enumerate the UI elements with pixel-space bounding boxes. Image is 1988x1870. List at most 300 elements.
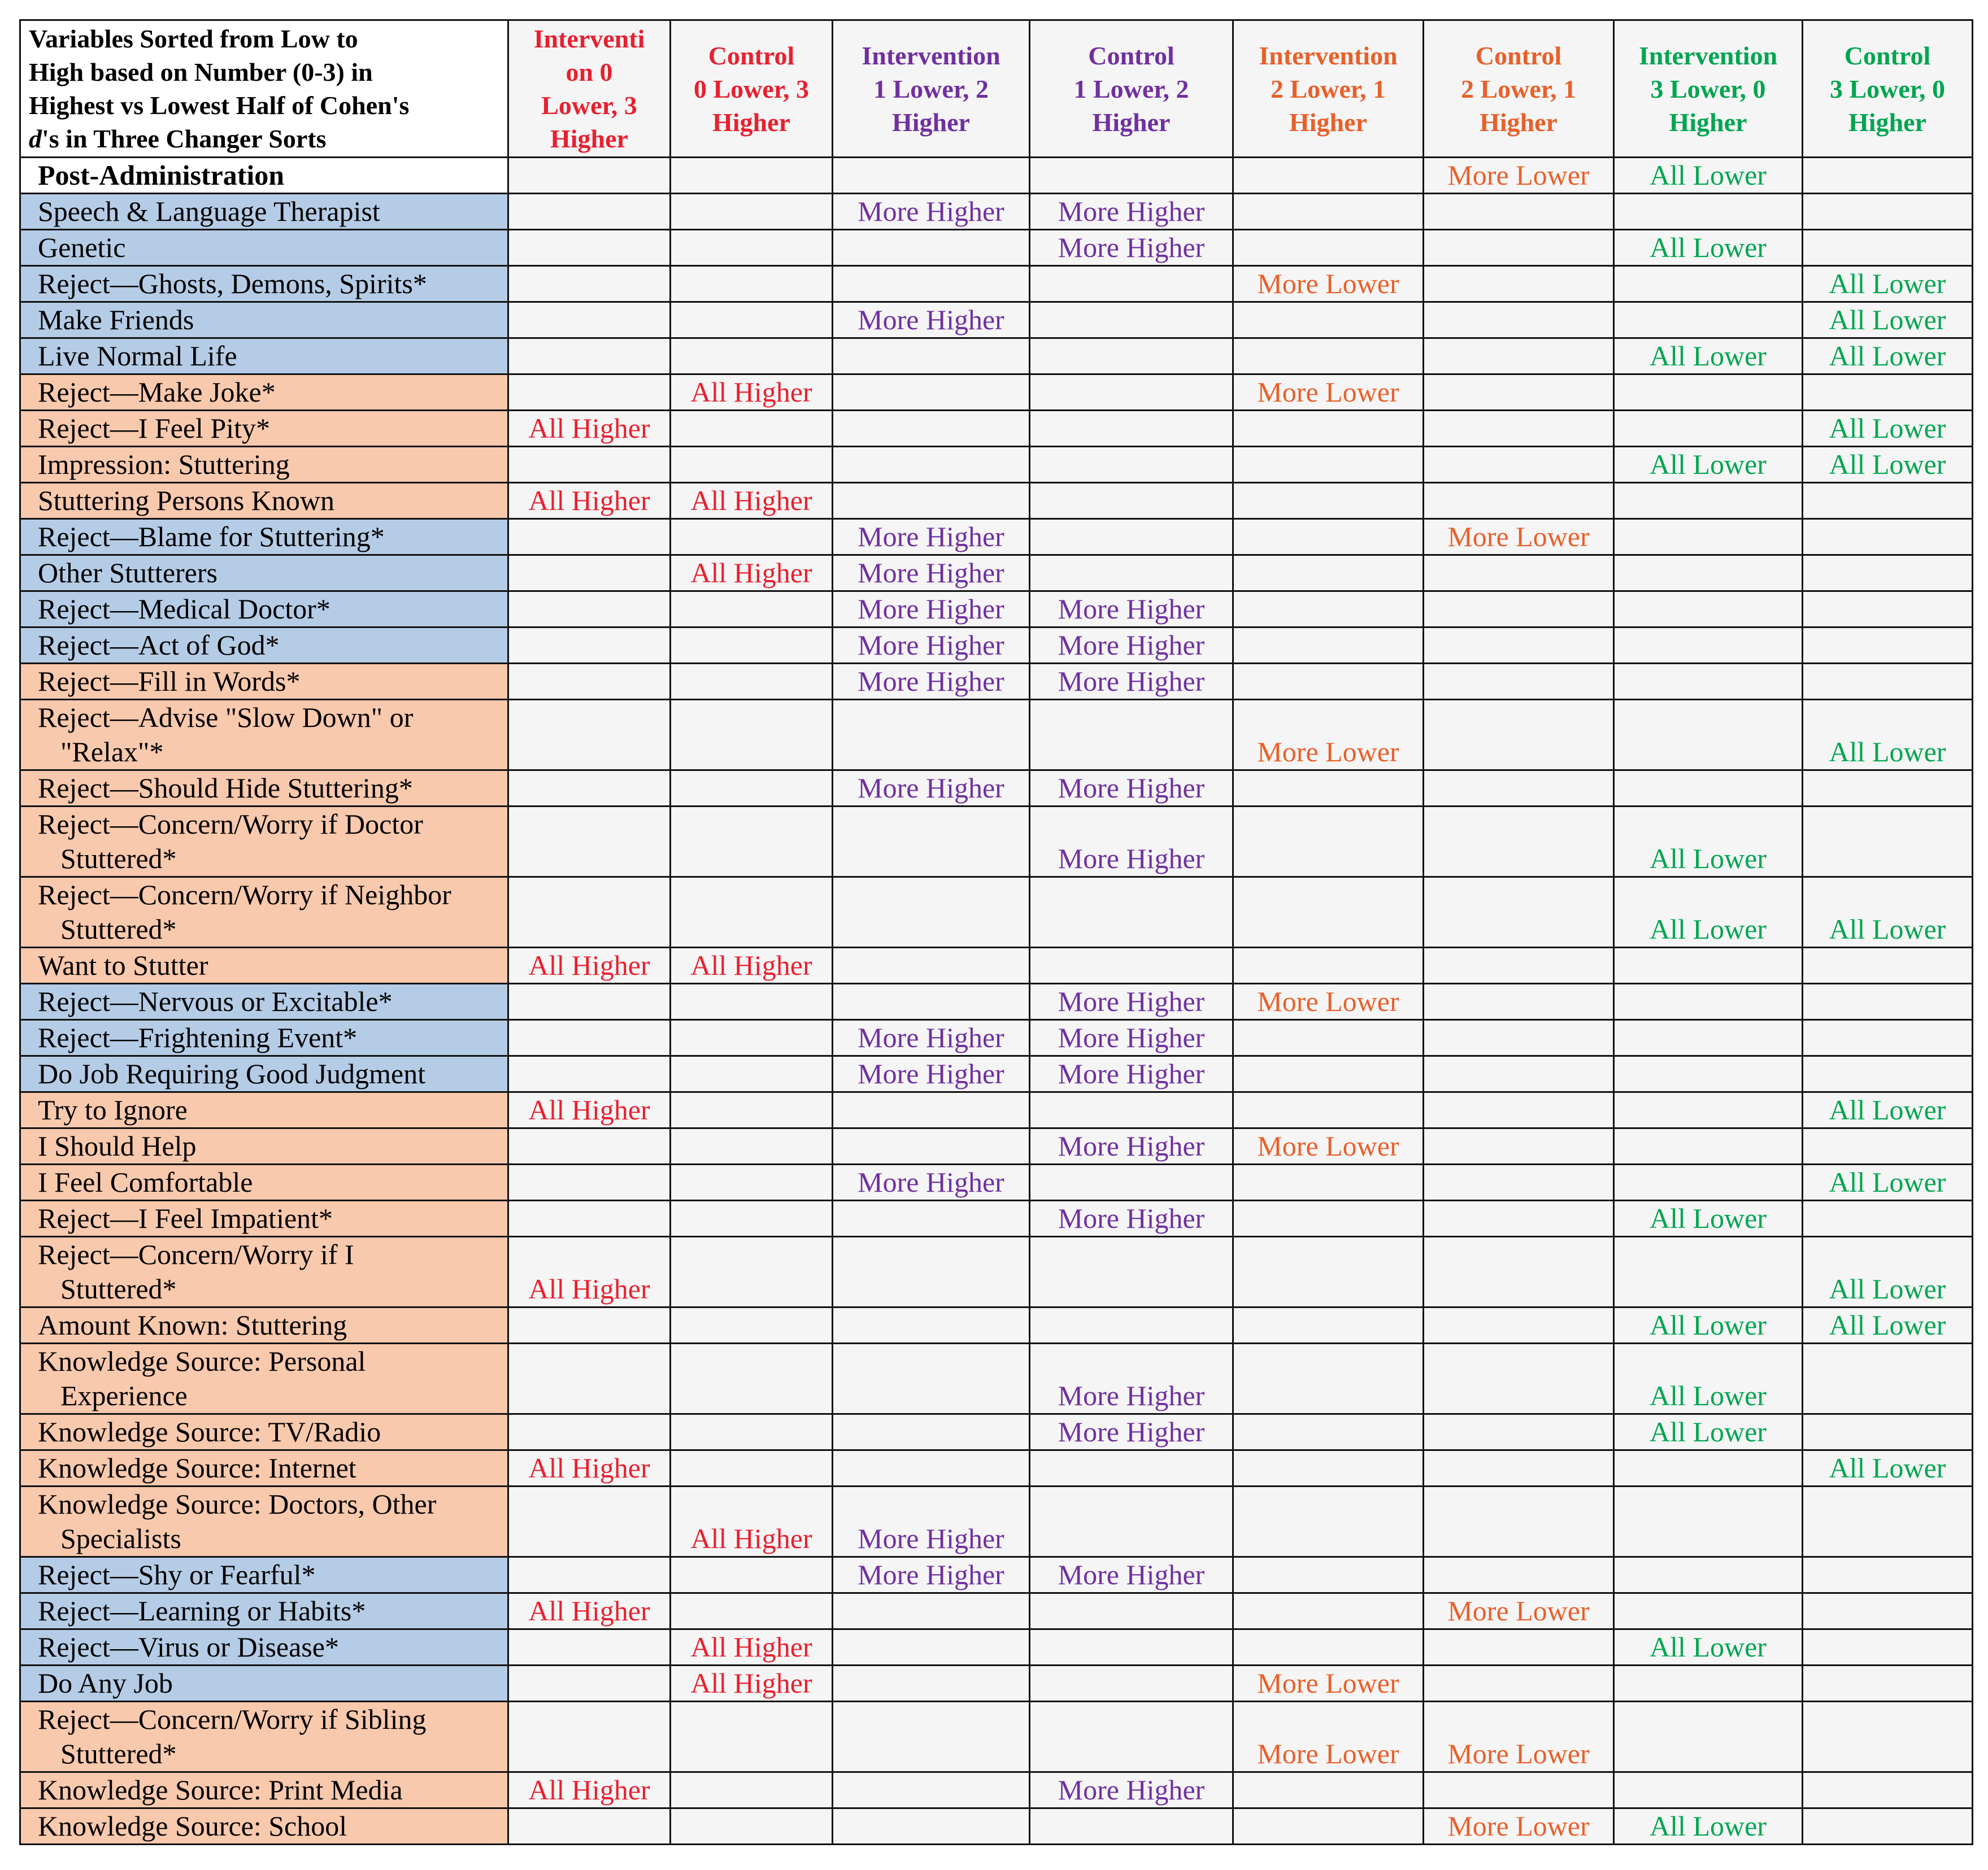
result-cell: [833, 1702, 1030, 1772]
result-cell: [1424, 194, 1614, 230]
variable-label: [20, 447, 508, 483]
result-cell: [1614, 519, 1803, 555]
result-cell: [1030, 338, 1233, 374]
result-cell: [1424, 1128, 1614, 1165]
result-cell: [1233, 807, 1424, 877]
result-cell: [671, 230, 833, 266]
result-cell: [508, 158, 671, 194]
column-header-line: Intervention: [1638, 41, 1778, 70]
variable-label: [20, 591, 508, 627]
table-row: [20, 1056, 1973, 1092]
result-cell: [833, 1307, 1030, 1344]
table-row: [20, 338, 1973, 374]
table-row: [20, 1593, 1973, 1629]
result-cell: [508, 627, 671, 664]
variable-label-line: Specialists: [60, 1523, 181, 1554]
result-cell: [833, 338, 1030, 374]
table-row: [20, 447, 1973, 483]
result-cell: All Higher: [671, 948, 833, 984]
result-cell: [1614, 770, 1803, 807]
result-cell: [1803, 1808, 1973, 1845]
result-cell: [1614, 1487, 1803, 1557]
table-row: [20, 1201, 1973, 1237]
header-line: [29, 122, 499, 155]
result-cell: [1614, 664, 1803, 700]
variable-label-line: Reject—Concern/Worry if I: [38, 1239, 354, 1270]
result-cell: All Lower: [1614, 877, 1803, 948]
result-cell: [1614, 1702, 1803, 1772]
result-cell: [1233, 877, 1424, 948]
result-cell: [671, 1344, 833, 1414]
table-row: [20, 1487, 1973, 1557]
result-cell: [833, 1237, 1030, 1307]
result-cell: [1614, 627, 1803, 664]
table-row: [20, 1128, 1973, 1165]
result-cell: More Higher: [1030, 1557, 1233, 1593]
result-cell: All Lower: [1803, 266, 1973, 302]
result-cell: [1614, 591, 1803, 627]
result-cell: [1424, 770, 1614, 807]
result-cell: All Lower: [1614, 1629, 1803, 1666]
variable-label-line: Do Any Job: [38, 1667, 173, 1699]
variable-label-line: Knowledge Source: TV/Radio: [38, 1416, 381, 1448]
result-cell: More Higher: [1030, 230, 1233, 266]
column-header-line: Higher: [712, 107, 790, 137]
table-row: [20, 194, 1973, 230]
variable-label: [20, 984, 508, 1020]
variable-label: [20, 266, 508, 302]
result-cell: [833, 1414, 1030, 1450]
variable-label: [20, 411, 508, 447]
column-header-line: Higher: [550, 124, 628, 153]
table-row: [20, 807, 1973, 877]
result-cell: [1803, 519, 1973, 555]
result-cell: [508, 374, 671, 411]
result-cell: All Higher: [508, 1450, 671, 1487]
table-row: [20, 1414, 1973, 1450]
table-row: [20, 1702, 1973, 1772]
result-cell: [1614, 1056, 1803, 1092]
result-cell: [1030, 1165, 1233, 1201]
result-cell: [671, 1414, 833, 1450]
variable-label: [20, 230, 508, 266]
result-cell: More Lower: [1424, 1808, 1614, 1845]
result-cell: [1424, 1201, 1614, 1237]
result-cell: [1030, 1593, 1233, 1629]
variable-label: [20, 1593, 508, 1629]
result-cell: [1614, 1128, 1803, 1165]
variables-column-header: [20, 20, 508, 158]
column-header-line: 1 Lower, 2: [1073, 74, 1189, 103]
table-row: [20, 374, 1973, 411]
result-cell: [1803, 948, 1973, 984]
column-header-line: 3 Lower, 0: [1650, 74, 1766, 103]
variable-label-line: Stuttered*: [60, 1273, 177, 1305]
result-cell: [1614, 1666, 1803, 1702]
variable-label: [20, 1450, 508, 1487]
result-cell: [1030, 1092, 1233, 1128]
variable-label-line: Make Friends: [38, 304, 194, 335]
result-cell: All Higher: [671, 1629, 833, 1666]
variable-label-line: Reject—Learning or Habits*: [38, 1595, 366, 1627]
column-header-line: Higher: [1669, 107, 1747, 137]
variable-label-line: Reject—Nervous or Excitable*: [38, 986, 393, 1017]
column-header-line: 2 Lower, 1: [1270, 74, 1386, 103]
result-cell: [1614, 1237, 1803, 1307]
table-row: [20, 1307, 1973, 1344]
result-cell: [1614, 1450, 1803, 1487]
result-cell: [508, 1344, 671, 1414]
result-cell: [508, 1666, 671, 1702]
table-row: [20, 302, 1973, 338]
variable-label-line: Stuttered*: [60, 913, 177, 945]
result-cell: [671, 1237, 833, 1307]
column-header-line: Higher: [1848, 107, 1926, 137]
variable-label: [20, 1128, 508, 1165]
result-cell: More Higher: [833, 591, 1030, 627]
result-cell: [1030, 877, 1233, 948]
result-cell: [1030, 1450, 1233, 1487]
result-cell: [833, 1450, 1030, 1487]
table-row: [20, 770, 1973, 807]
result-cell: More Lower: [1233, 374, 1424, 411]
result-cell: [1803, 1593, 1973, 1629]
result-cell: [1614, 266, 1803, 302]
result-cell: [1614, 1557, 1803, 1593]
column-header-line: 1 Lower, 2: [873, 74, 989, 103]
result-cell: [1614, 1165, 1803, 1201]
result-cell: [1233, 627, 1424, 664]
result-cell: [1614, 1593, 1803, 1629]
variable-label-line: Knowledge Source: Print Media: [38, 1774, 403, 1806]
result-cell: [1233, 1201, 1424, 1237]
result-cell: [833, 483, 1030, 519]
column-header-line: 2 Lower, 1: [1460, 74, 1576, 103]
result-cell: [671, 519, 833, 555]
result-cell: More Higher: [1030, 1020, 1233, 1056]
column-header-line: Interventi: [533, 24, 645, 53]
table-row: [20, 519, 1973, 555]
table-row: [20, 230, 1973, 266]
variable-label-line: Experience: [60, 1380, 188, 1411]
result-cell: More Lower: [1424, 519, 1614, 555]
table-row: [20, 266, 1973, 302]
result-cell: All Lower: [1614, 1307, 1803, 1344]
variable-label-line: Reject—Virus or Disease*: [38, 1631, 339, 1663]
variable-label-line: I Should Help: [38, 1130, 197, 1162]
variable-label-line: Reject—Blame for Stuttering*: [38, 521, 385, 552]
result-cell: [1614, 555, 1803, 591]
variable-label: [20, 1414, 508, 1450]
result-cell: [1803, 1702, 1973, 1772]
result-cell: All Higher: [671, 555, 833, 591]
result-cell: More Higher: [833, 1165, 1030, 1201]
column-header: [508, 20, 671, 158]
column-header: [1803, 20, 1973, 158]
result-cell: [1030, 411, 1233, 447]
result-cell: [1424, 1557, 1614, 1593]
result-cell: [1424, 984, 1614, 1020]
column-header: [1233, 20, 1424, 158]
result-cell: More Higher: [1030, 1201, 1233, 1237]
result-cell: [833, 374, 1030, 411]
variable-label: [20, 1487, 508, 1557]
result-cell: [671, 1808, 833, 1845]
result-cell: All Higher: [671, 483, 833, 519]
result-cell: [1424, 1092, 1614, 1128]
result-cell: All Lower: [1803, 1237, 1973, 1307]
variable-label-line: Reject—Concern/Worry if Sibling: [38, 1703, 427, 1735]
variable-label-line: Reject—Act of God*: [38, 629, 280, 661]
variable-label: [20, 664, 508, 700]
result-cell: More Higher: [833, 627, 1030, 664]
column-header-line: Lower, 3: [541, 91, 637, 120]
result-cell: [833, 1629, 1030, 1666]
result-cell: [833, 877, 1030, 948]
result-cell: [1803, 627, 1973, 664]
result-cell: [1424, 948, 1614, 984]
result-cell: All Higher: [508, 1593, 671, 1629]
result-cell: [1424, 230, 1614, 266]
header-line: Highest vs Lowest Half of Cohen's: [29, 91, 410, 120]
result-cell: [833, 1666, 1030, 1702]
result-cell: [508, 591, 671, 627]
result-cell: [1803, 770, 1973, 807]
result-cell: [833, 447, 1030, 483]
result-cell: [1803, 1487, 1973, 1557]
column-header-line: Higher: [1480, 107, 1558, 137]
result-cell: [1233, 158, 1424, 194]
result-cell: All Lower: [1614, 1414, 1803, 1450]
column-header: [671, 20, 833, 158]
variable-label-line: Do Job Requiring Good Judgment: [38, 1058, 426, 1089]
result-cell: [1614, 1020, 1803, 1056]
result-cell: [1233, 591, 1424, 627]
result-cell: [1424, 1414, 1614, 1450]
result-cell: [1233, 1165, 1424, 1201]
result-cell: [1030, 158, 1233, 194]
column-header: [1614, 20, 1803, 158]
result-cell: [1803, 555, 1973, 591]
result-cell: [833, 1092, 1030, 1128]
result-cell: More Higher: [1030, 1772, 1233, 1808]
result-cell: All Lower: [1614, 807, 1803, 877]
variable-label: [20, 948, 508, 984]
result-cell: [508, 1702, 671, 1772]
variable-label-line: Reject—Fill in Words*: [38, 665, 301, 697]
variable-label-line: Reject—Concern/Worry if Neighbor: [38, 879, 451, 910]
result-cell: All Higher: [671, 374, 833, 411]
variable-label-line: Stuttered*: [60, 843, 177, 874]
result-cell: [1424, 555, 1614, 591]
result-cell: All Lower: [1803, 302, 1973, 338]
result-cell: [671, 1772, 833, 1808]
variable-label-line: Reject—Advise "Slow Down" or: [38, 701, 414, 733]
cohens-d-sort-table: [19, 19, 1973, 1845]
result-cell: All Higher: [508, 948, 671, 984]
result-cell: [1424, 1629, 1614, 1666]
result-cell: More Higher: [833, 302, 1030, 338]
result-cell: [1233, 1020, 1424, 1056]
variable-label: [20, 1201, 508, 1237]
variable-label-line: Try to Ignore: [38, 1094, 188, 1126]
result-cell: [508, 1808, 671, 1845]
result-cell: [508, 447, 671, 483]
result-cell: More Lower: [1233, 984, 1424, 1020]
table-body: [20, 158, 1973, 1845]
variable-label: [20, 807, 508, 877]
table-row: [20, 627, 1973, 664]
table-row: [20, 948, 1973, 984]
result-cell: [508, 1307, 671, 1344]
variable-label-line: I Feel Comfortable: [38, 1166, 253, 1198]
result-cell: [1030, 948, 1233, 984]
result-cell: All Higher: [508, 411, 671, 447]
variable-label: [20, 700, 508, 770]
variable-label: [20, 519, 508, 555]
cohens-d-symbol: d: [29, 124, 42, 153]
result-cell: All Lower: [1803, 877, 1973, 948]
result-cell: More Higher: [833, 1487, 1030, 1557]
result-cell: [508, 700, 671, 770]
result-cell: [1424, 1020, 1614, 1056]
result-cell: More Higher: [1030, 1056, 1233, 1092]
result-cell: [833, 948, 1030, 984]
result-cell: [671, 664, 833, 700]
result-cell: [671, 194, 833, 230]
variable-label-line: Amount Known: Stuttering: [38, 1309, 347, 1341]
result-cell: All Lower: [1803, 700, 1973, 770]
result-cell: [1424, 266, 1614, 302]
result-cell: [1614, 1092, 1803, 1128]
result-cell: More Lower: [1233, 700, 1424, 770]
variable-label-line: Stuttered*: [60, 1738, 177, 1769]
result-cell: [1424, 302, 1614, 338]
variable-label-line: Speech & Language Therapist: [38, 195, 380, 227]
variable-label: [20, 1165, 508, 1201]
result-cell: [671, 1201, 833, 1237]
result-cell: [1803, 591, 1973, 627]
table-row: [20, 1237, 1973, 1307]
result-cell: [671, 877, 833, 948]
table-row: [20, 1344, 1973, 1414]
result-cell: [1424, 338, 1614, 374]
variable-label-line: Reject—Shy or Fearful*: [38, 1559, 316, 1590]
variable-label-line: Reject—I Feel Pity*: [38, 412, 271, 444]
result-cell: [671, 1020, 833, 1056]
result-cell: [508, 1128, 671, 1165]
variable-label: [20, 374, 508, 411]
result-cell: [1030, 1487, 1233, 1557]
result-cell: [1233, 230, 1424, 266]
table-row: [20, 555, 1973, 591]
result-cell: [1424, 1344, 1614, 1414]
result-cell: [1424, 1487, 1614, 1557]
result-cell: [1803, 1020, 1973, 1056]
result-cell: [508, 877, 671, 948]
variable-label: [20, 770, 508, 807]
result-cell: [833, 230, 1030, 266]
variable-label: [20, 194, 508, 230]
result-cell: [508, 807, 671, 877]
column-header-line: Intervention: [862, 41, 1000, 70]
table-row: [20, 700, 1973, 770]
result-cell: More Higher: [1030, 1414, 1233, 1450]
variable-label-line: "Relax"*: [60, 736, 164, 768]
result-cell: More Lower: [1233, 1702, 1424, 1772]
result-cell: [671, 700, 833, 770]
variable-label-line: Knowledge Source: Doctors, Other: [38, 1488, 437, 1520]
result-cell: More Higher: [833, 519, 1030, 555]
result-cell: [1030, 302, 1233, 338]
variable-label-line: Impression: Stuttering: [38, 448, 290, 480]
table-row: [20, 1020, 1973, 1056]
result-cell: [1030, 519, 1233, 555]
result-cell: More Lower: [1233, 1666, 1424, 1702]
result-cell: All Lower: [1614, 1344, 1803, 1414]
result-cell: [508, 1020, 671, 1056]
header-line: High based on Number (0-3) in: [29, 58, 373, 86]
variable-label: [20, 555, 508, 591]
variable-label: [20, 483, 508, 519]
result-cell: [671, 1557, 833, 1593]
table-row: [20, 984, 1973, 1020]
result-cell: All Lower: [1803, 411, 1973, 447]
result-cell: [1233, 1237, 1424, 1307]
result-cell: More Higher: [833, 555, 1030, 591]
result-cell: [833, 1593, 1030, 1629]
result-cell: [1803, 1557, 1973, 1593]
result-cell: [833, 1772, 1030, 1808]
column-header: [1030, 20, 1233, 158]
table-row: [20, 483, 1973, 519]
table-row: [20, 411, 1973, 447]
result-cell: More Lower: [1424, 1702, 1614, 1772]
result-cell: [671, 1702, 833, 1772]
result-cell: [1424, 1307, 1614, 1344]
column-header-line: 0 Lower, 3: [693, 74, 809, 103]
table-row: [20, 1808, 1973, 1845]
result-cell: [671, 338, 833, 374]
result-cell: [833, 1128, 1030, 1165]
result-cell: [671, 1165, 833, 1201]
result-cell: [1233, 194, 1424, 230]
table-row: [20, 1666, 1973, 1702]
result-cell: [833, 266, 1030, 302]
result-cell: [508, 1629, 671, 1666]
result-cell: [508, 338, 671, 374]
result-cell: [1233, 555, 1424, 591]
variable-label-line: Reject—I Feel Impatient*: [38, 1202, 333, 1234]
result-cell: [1424, 374, 1614, 411]
header-line-rest: 's in Three Changer Sorts: [42, 124, 327, 153]
result-cell: More Higher: [833, 770, 1030, 807]
column-header-line: Higher: [892, 107, 970, 137]
result-cell: All Lower: [1614, 1808, 1803, 1845]
result-cell: [1030, 483, 1233, 519]
column-header-line: 3 Lower, 0: [1829, 74, 1945, 103]
result-cell: [1614, 302, 1803, 338]
result-cell: [1614, 948, 1803, 984]
result-cell: [1424, 1056, 1614, 1092]
result-cell: [1030, 1307, 1233, 1344]
result-cell: More Higher: [1030, 591, 1233, 627]
result-cell: [671, 984, 833, 1020]
result-cell: [833, 1344, 1030, 1414]
result-cell: All Lower: [1803, 1307, 1973, 1344]
result-cell: [1233, 1344, 1424, 1414]
result-cell: [671, 411, 833, 447]
